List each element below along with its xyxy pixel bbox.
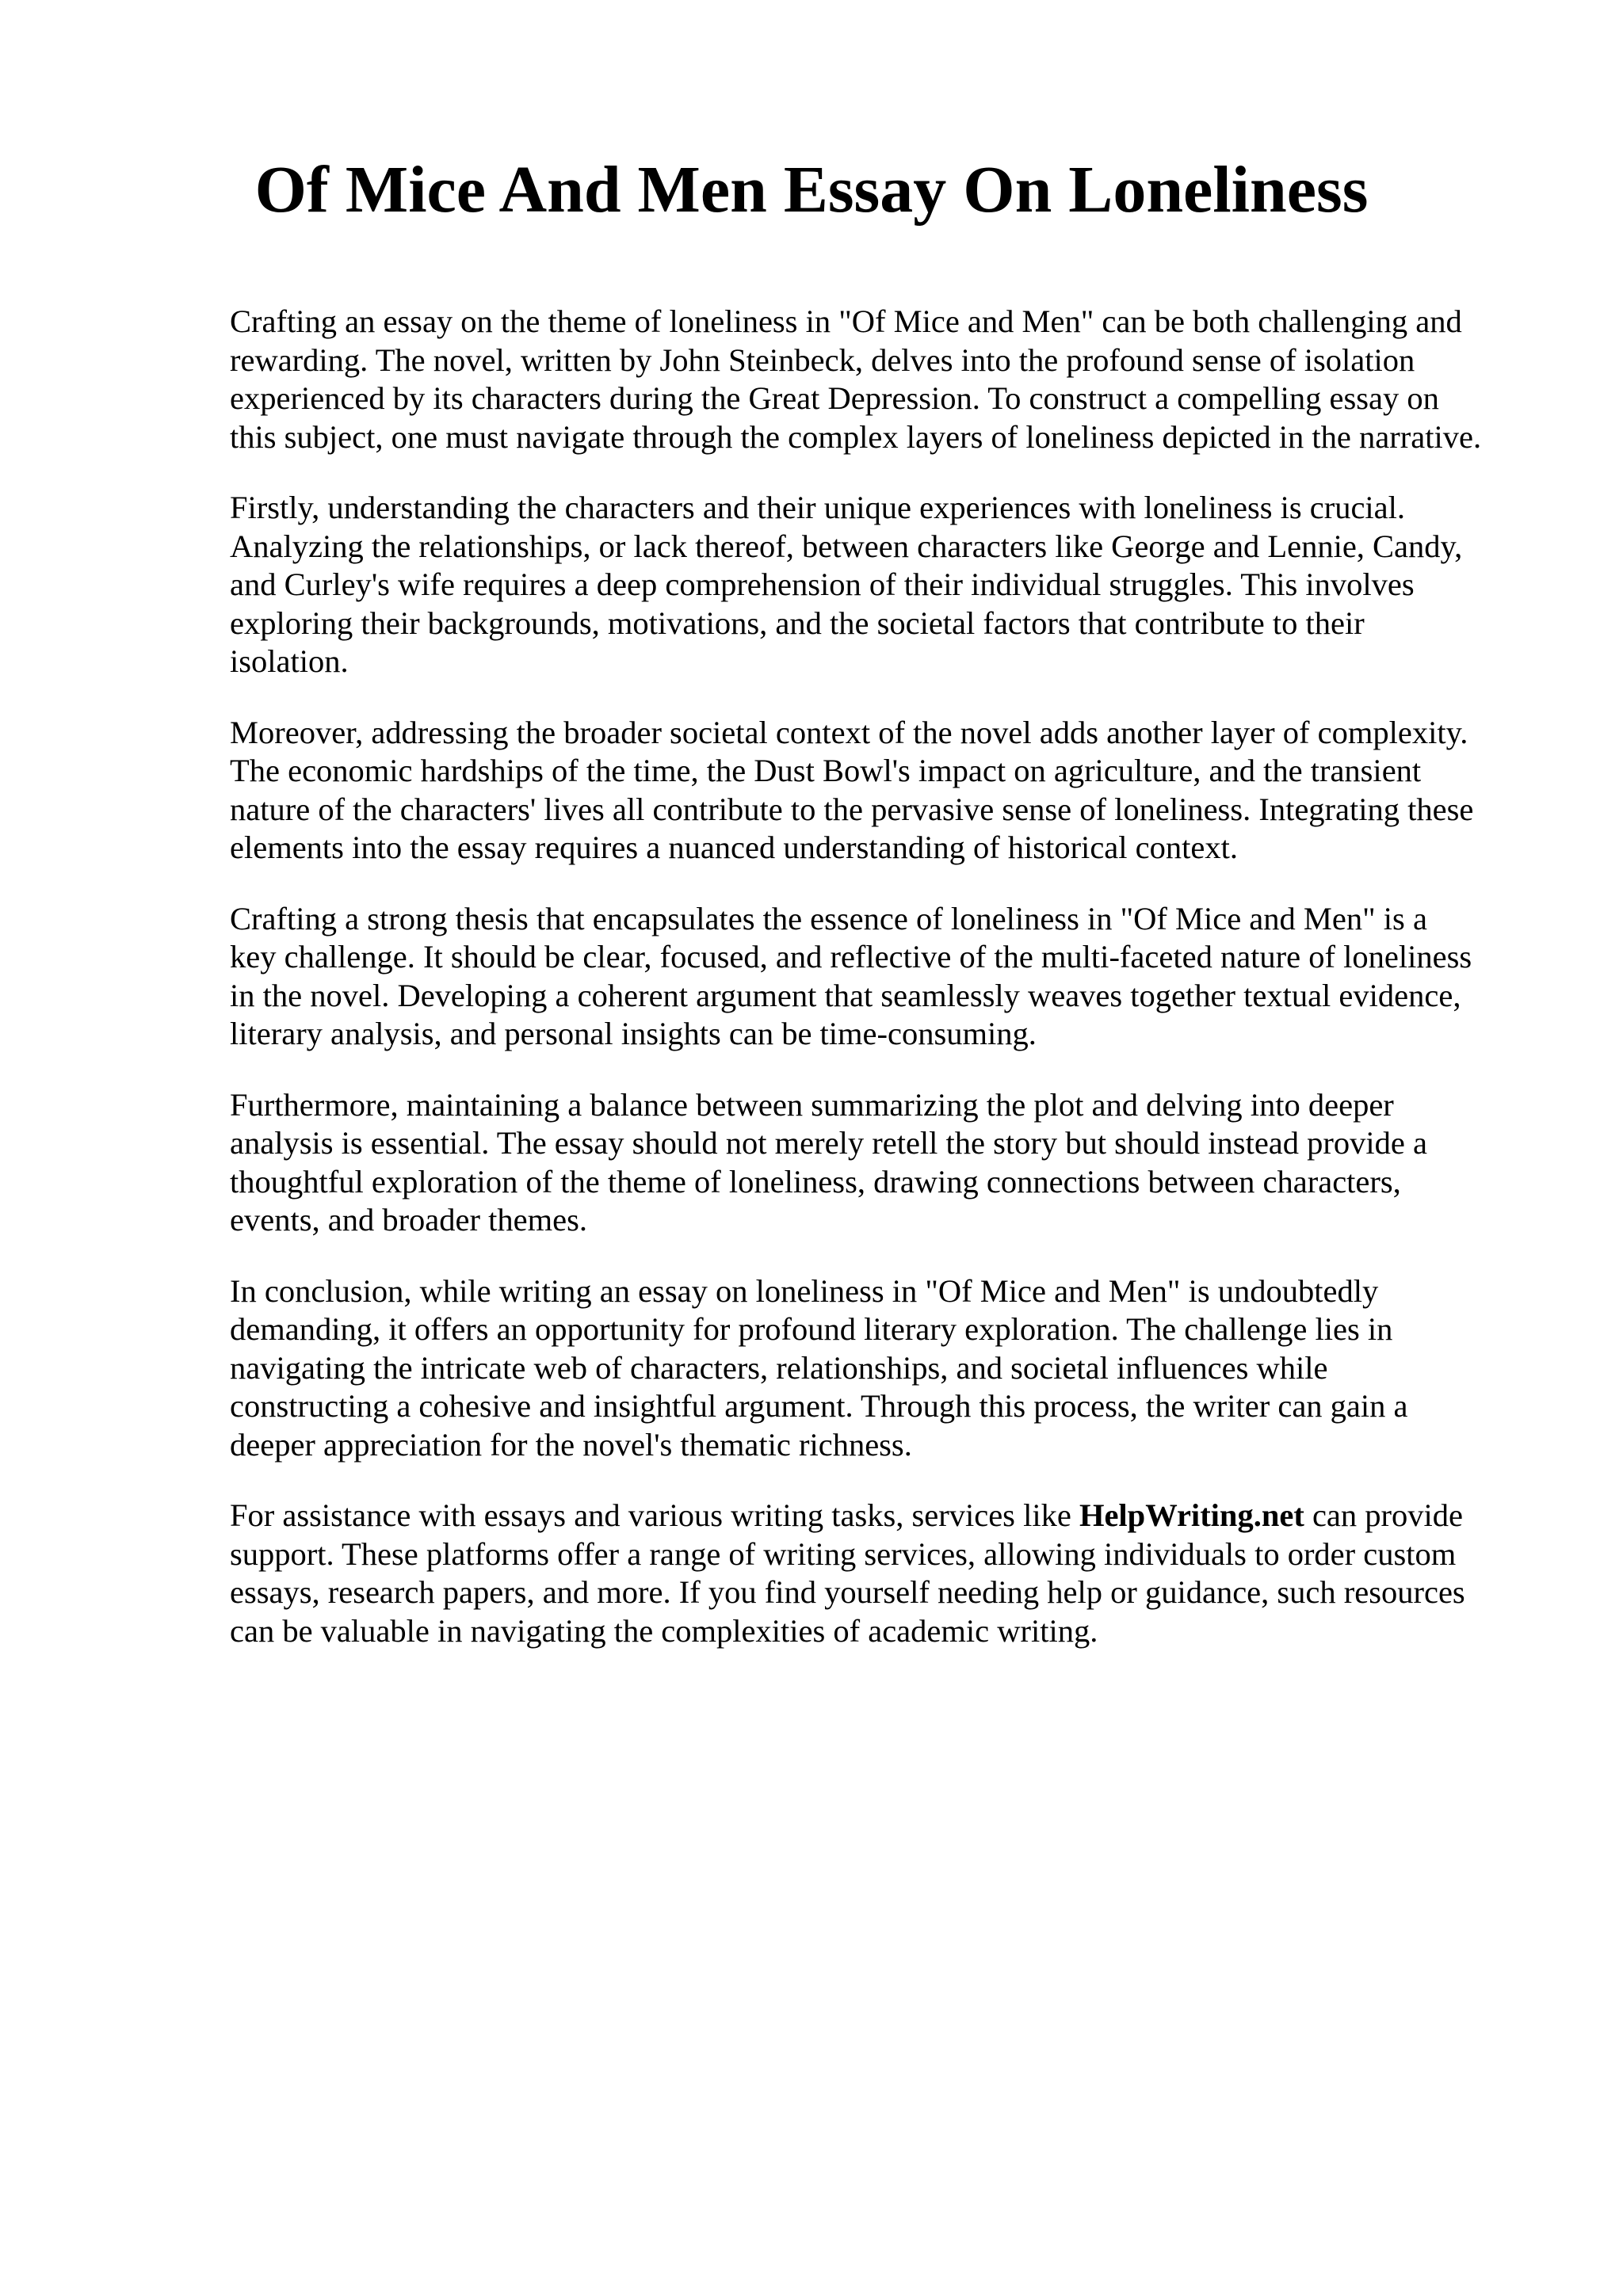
text-line: deeper appreciation for the novel's thematic richness.	[230, 1426, 912, 1463]
text-line: nature of the characters' lives all contribute to the pervasive sense of loneliness. Integrating these	[230, 791, 1474, 827]
paragraph-6	[230, 1272, 1514, 1465]
text-line: isolation.	[230, 643, 349, 679]
text-line: Furthermore, maintaining a balance between summarizing the plot and delving into deeper	[230, 1086, 1394, 1123]
brand-name: HelpWriting.net	[1079, 1497, 1304, 1533]
text-line: Crafting a strong thesis that encapsulates the essence of loneliness in "Of Mice and Men" is a	[230, 900, 1427, 936]
text-line: can be valuable in navigating the complexities of academic writing.	[230, 1612, 1098, 1649]
text-line: and Curley's wife requires a deep comprehension of their individual struggles. This involves	[230, 566, 1415, 602]
text-line: The economic hardships of the time, the Dust Bowl's impact on agriculture, and the transient	[230, 753, 1422, 788]
essay-body	[230, 303, 1514, 1683]
paragraph-5	[230, 1086, 1514, 1240]
paragraph-2	[230, 489, 1514, 681]
text-line: experienced by its characters during the Great Depression. To construct a compelling essay on	[230, 380, 1439, 416]
text-line: Firstly, understanding the characters and their unique experiences with loneliness is crucial.	[230, 490, 1406, 525]
text-line: Crafting an essay on the theme of loneliness in "Of Mice and Men" can be both challenging and	[230, 303, 1462, 339]
text-line	[230, 1497, 1514, 1535]
text-line: support. These platforms offer a range of writing services, allowing individuals to order custom	[230, 1535, 1457, 1572]
paragraph-3	[230, 714, 1514, 868]
text-line: key challenge. It should be clear, focused, and reflective of the multi-faceted nature of loneliness	[230, 939, 1472, 974]
text-line: Analyzing the relationships, or lack thereof, between characters like George and Lennie, Candy,	[230, 528, 1463, 564]
page-title: Of Mice And Men Essay On Loneliness	[254, 153, 1369, 227]
paragraph-1	[230, 303, 1514, 456]
text-line: navigating the intricate web of characters, relationships, and societal influences while	[230, 1349, 1328, 1386]
text-line: thoughtful exploration of the theme of loneliness, drawing connections between characters,	[230, 1163, 1401, 1199]
closing-paragraph	[230, 1497, 1514, 1650]
text-line: analysis is essential. The essay should not merely retell the story but should instead provide a	[230, 1125, 1427, 1161]
closing-suffix: can provide	[1304, 1497, 1463, 1533]
text-line: demanding, it offers an opportunity for profound literary exploration. The challenge lies in	[230, 1311, 1393, 1347]
text-line: essays, research papers, and more. If you find yourself needing help or guidance, such resources	[230, 1574, 1465, 1610]
text-line: elements into the essay requires a nuanced understanding of historical context.	[230, 830, 1238, 865]
text-line: this subject, one must navigate through the complex layers of loneliness depicted in the narrative.	[230, 418, 1482, 455]
text-line: exploring their backgrounds, motivations, and the societal factors that contribute to their	[230, 605, 1365, 641]
text-line: events, and broader themes.	[230, 1202, 587, 1238]
paragraph-4	[230, 900, 1514, 1054]
text-line: Moreover, addressing the broader societal context of the novel adds another layer of complexity.	[230, 714, 1468, 750]
text-line: in the novel. Developing a coherent argument that seamlessly weaves together textual evidence,	[230, 977, 1461, 1013]
closing-prefix: For assistance with essays and various writing tasks, services like	[230, 1497, 1079, 1533]
text-line: literary analysis, and personal insights can be time-consuming.	[230, 1016, 1037, 1051]
text-line: In conclusion, while writing an essay on loneliness in "Of Mice and Men" is undoubtedly	[230, 1272, 1379, 1309]
text-line: constructing a cohesive and insightful argument. Through this process, the writer can gain a	[230, 1388, 1408, 1424]
text-line: rewarding. The novel, written by John Steinbeck, delves into the profound sense of isolation	[230, 341, 1415, 378]
